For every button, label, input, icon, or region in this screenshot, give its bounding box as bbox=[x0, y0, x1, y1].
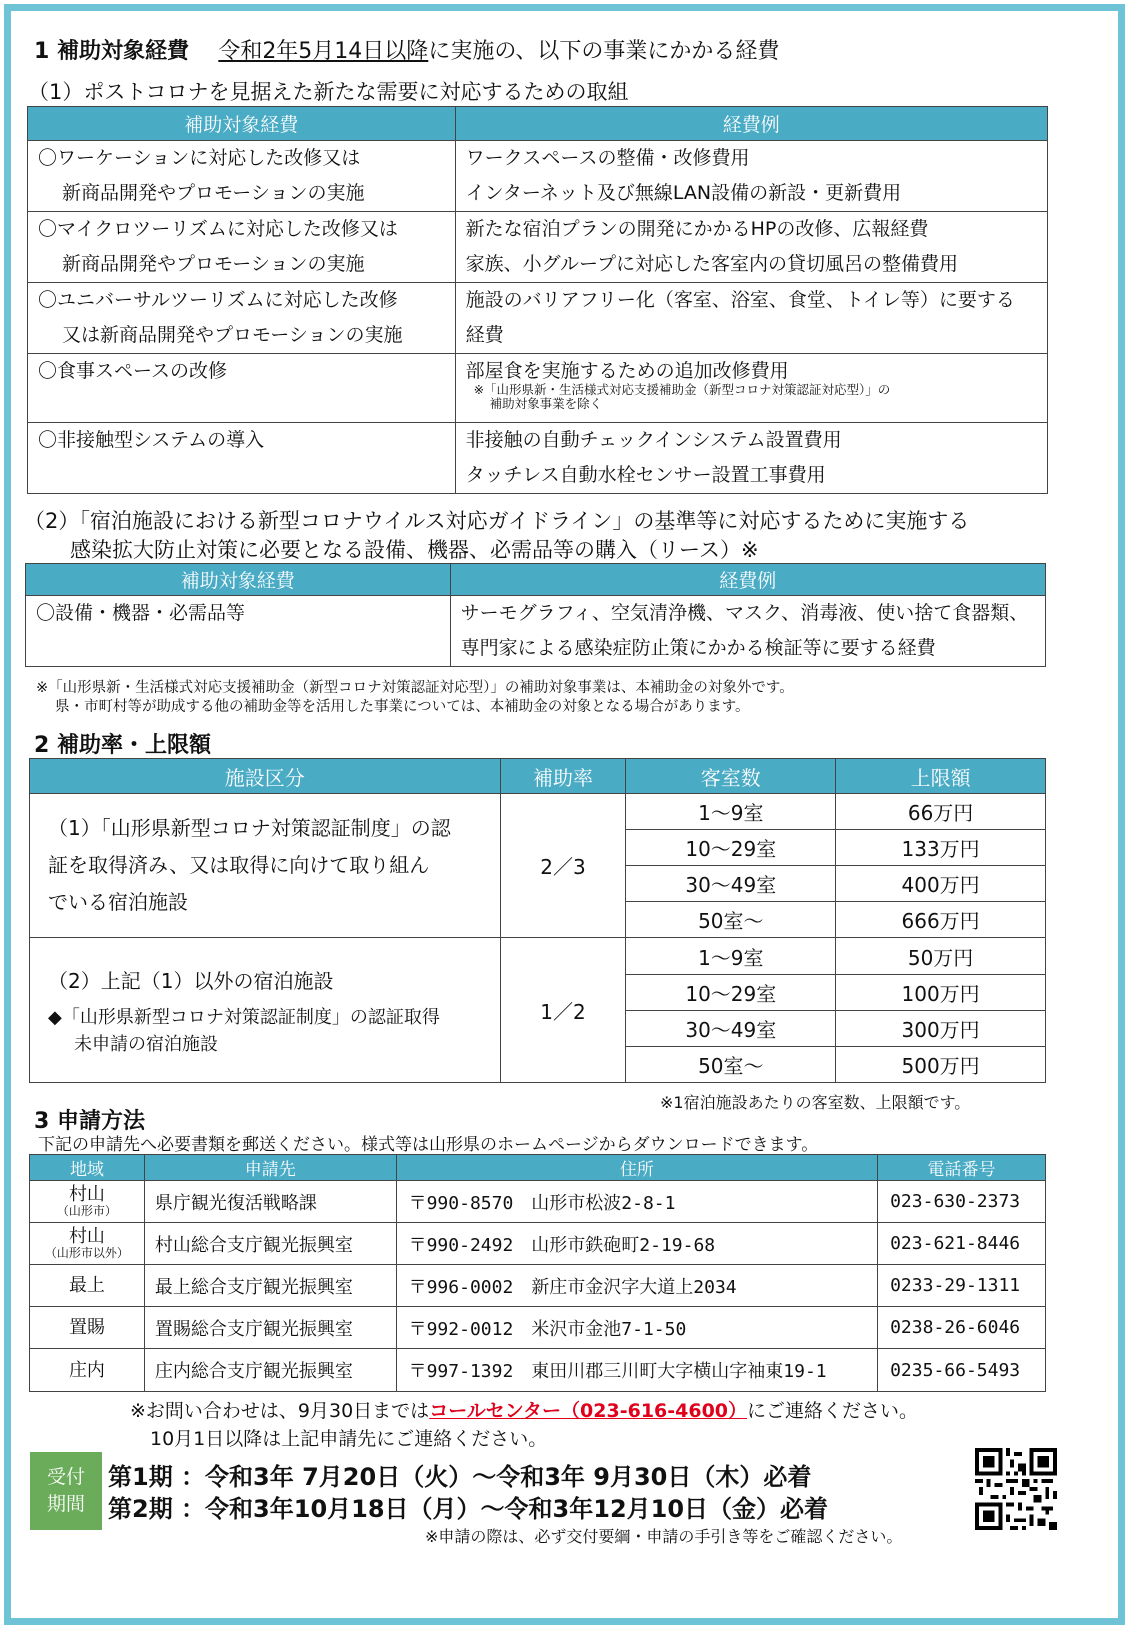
group2-rooms-4: 50室～ bbox=[626, 1047, 836, 1083]
rate-header-rooms: 客室数 bbox=[626, 759, 836, 794]
group2-rooms-1: 1～9室 bbox=[626, 938, 836, 975]
table-row bbox=[30, 794, 1046, 830]
period-1: 第1期 ：令和3年 7月20日（火）～令和3年 9月30日（木）必着 bbox=[108, 1463, 812, 1491]
contact-post: にご連絡ください。 bbox=[747, 1400, 919, 1422]
table-row bbox=[30, 938, 1046, 975]
part2-heading-1: （2）「宿泊施設における新型コロナウイルス対応ガイドライン」の基準等に対応するために実施する bbox=[24, 509, 970, 533]
row3-region: 最上 bbox=[30, 1265, 145, 1307]
office-table bbox=[29, 1154, 1046, 1392]
row4-office: 置賜総合支庁観光振興室 bbox=[144, 1307, 396, 1349]
group2-rate: 1／2 bbox=[500, 938, 626, 1083]
table-row bbox=[30, 1349, 1046, 1392]
table-row bbox=[28, 141, 1048, 212]
row2-region: 村山 bbox=[68, 1226, 105, 1247]
office-header-region: 地域 bbox=[30, 1155, 145, 1181]
rate-table bbox=[29, 758, 1046, 1083]
group1-limit-3: 400万円 bbox=[836, 866, 1046, 902]
rate-header-facility: 施設区分 bbox=[30, 759, 501, 794]
group2-limit-2: 100万円 bbox=[836, 975, 1046, 1011]
row4-note-1: ※「山形県新・生活様式対応支援補助金（新型コロナ対策認証対応型）」の bbox=[473, 382, 891, 397]
row5-phone: 0235-66-5493 bbox=[878, 1349, 1046, 1392]
section1-subtitle: に実施の、以下の事業にかかる経費 bbox=[428, 39, 780, 64]
row5-right-2: タッチレス自動水栓センサー設置工事費用 bbox=[465, 464, 826, 486]
row4-address: 〒992-0012 米沢市金池7-1-50 bbox=[396, 1307, 878, 1349]
row2-right-2: 家族、小グループに対応した客室内の貸切風呂の整備費用 bbox=[465, 253, 959, 275]
row5-address: 〒997-1392 東田川郡三川町大字横山字袖東19-1 bbox=[396, 1349, 878, 1392]
group1-label-3: でいる宿泊施設 bbox=[48, 890, 188, 914]
group1-label-1: （1）「山形県新型コロナ対策認証制度」の認 bbox=[48, 816, 451, 840]
table-row bbox=[30, 1223, 1046, 1265]
table2-header-expense: 補助対象経費 bbox=[26, 564, 451, 596]
row1-office: 県庁観光復活戦略課 bbox=[144, 1181, 396, 1223]
section1-title: 1 補助対象経費 bbox=[34, 39, 189, 64]
office-header-phone: 電話番号 bbox=[878, 1155, 1046, 1181]
row3-right-1: 施設のバリアフリー化（客室、浴室、食堂、トイレ等）に要する bbox=[465, 289, 1015, 311]
table1-header-expense: 補助対象経費 bbox=[28, 107, 456, 141]
group1-rooms-1: 1～9室 bbox=[626, 794, 836, 830]
row5-left-1: 〇非接触型システムの導入 bbox=[38, 429, 265, 451]
rate-header-limit: 上限額 bbox=[836, 759, 1046, 794]
row5-right-1: 非接触の自動チェックインシステム設置費用 bbox=[465, 429, 842, 451]
table-row bbox=[28, 283, 1048, 354]
row3-right-2: 経費 bbox=[465, 324, 504, 346]
group2-rooms-3: 30～49室 bbox=[626, 1011, 836, 1047]
group1-label-2: 証を取得済み、又は取得に向けて取り組ん bbox=[48, 853, 430, 877]
row1-right-1: ワークスペースの整備・改修費用 bbox=[465, 147, 750, 169]
row1-left-2: 新商品開発やプロモーションの実施 bbox=[62, 182, 365, 204]
part1-heading: （1）ポストコロナを見据えた新たな需要に対応するための取組 bbox=[28, 80, 629, 104]
group1-rate: 2／3 bbox=[500, 794, 626, 938]
row4-region: 置賜 bbox=[30, 1307, 145, 1349]
table-row bbox=[30, 1181, 1046, 1223]
office-header-address: 住所 bbox=[396, 1155, 878, 1181]
section1-date: 令和2年5月14日以降 bbox=[218, 39, 429, 64]
row2-left-1: 〇マイクロツーリズムに対応した改修又は bbox=[38, 218, 398, 240]
contact-pre: ※お問い合わせは、9月30日までは bbox=[130, 1400, 430, 1422]
contact-line-2: 10月1日以降は上記申請先にご連絡ください。 bbox=[150, 1428, 548, 1450]
row2-region-sub: （山形市以外） bbox=[44, 1246, 129, 1260]
table1-header-example: 経費例 bbox=[455, 107, 1047, 141]
row2-right-1: 新たな宿泊プランの開発にかかるHPの改修、広報経費 bbox=[465, 218, 929, 240]
badge-line-1: 受付 bbox=[46, 1466, 85, 1488]
row3-phone: 0233-29-1311 bbox=[878, 1265, 1046, 1307]
table-row bbox=[30, 1265, 1046, 1307]
group1-rooms-2: 10～29室 bbox=[626, 830, 836, 866]
table-row bbox=[28, 212, 1048, 283]
table-row bbox=[28, 423, 1048, 494]
section3-intro: 下記の申請先へ必要書類を郵送ください。様式等は山形県のホームページからダウンロードできます。 bbox=[38, 1135, 819, 1155]
expense-table-1 bbox=[27, 106, 1048, 494]
section1-note-2: 県・市町村等が助成する他の補助金等を活用した事業については、本補助金の対象となる場合があります。 bbox=[55, 699, 750, 715]
table2-right-2: 専門家による感染症防止策にかかる検証等に要する経費 bbox=[460, 637, 936, 659]
table-row bbox=[26, 596, 1046, 667]
period-2: 第2期 ：令和3年10月18日（月）～令和3年12月10日（金）必着 bbox=[108, 1495, 829, 1523]
section3-title: 3 申請方法 bbox=[34, 1109, 145, 1134]
group1-rooms-4: 50室～ bbox=[626, 902, 836, 938]
expense-table-2 bbox=[25, 563, 1046, 667]
office-header-office: 申請先 bbox=[144, 1155, 396, 1181]
reception-note: ※申請の際は、必ず交付要綱・申請の手引き等をご確認ください。 bbox=[425, 1527, 903, 1546]
group1-limit-2: 133万円 bbox=[836, 830, 1046, 866]
group2-sublabel-1: ◆「山形県新型コロナ対策認証制度」の認証取得 bbox=[48, 1006, 440, 1028]
group1-rooms-3: 30～49室 bbox=[626, 866, 836, 902]
section1-title-line bbox=[34, 34, 779, 65]
section2-title: 2 補助率・上限額 bbox=[34, 733, 211, 758]
group2-rooms-2: 10～29室 bbox=[626, 975, 836, 1011]
row1-address: 〒990-8570 山形市松波2-8-1 bbox=[396, 1181, 878, 1223]
row3-office: 最上総合支庁観光振興室 bbox=[144, 1265, 396, 1307]
row1-region-sub: （山形市） bbox=[56, 1204, 117, 1218]
row1-right-2: インターネット及び無線LAN設備の新設・更新費用 bbox=[465, 182, 902, 204]
row1-left-1: 〇ワーケーションに対応した改修又は bbox=[38, 147, 361, 169]
group1-limit-4: 666万円 bbox=[836, 902, 1046, 938]
row4-left-1: 〇食事スペースの改修 bbox=[38, 360, 228, 382]
table2-left: 〇設備・機器・必需品等 bbox=[36, 602, 246, 624]
row4-phone: 0238-26-6046 bbox=[878, 1307, 1046, 1349]
section2-note: ※1宿泊施設あたりの客室数、上限額です。 bbox=[660, 1093, 971, 1112]
qr-code-icon[interactable] bbox=[975, 1448, 1057, 1530]
table2-header-example: 経費例 bbox=[450, 564, 1045, 596]
section1-note-1: ※「山形県新・生活様式対応支援補助金（新型コロナ対策認証対応型）」の補助対象事業は、本補助金の対象外です。 bbox=[36, 680, 794, 696]
group2-limit-3: 300万円 bbox=[836, 1011, 1046, 1047]
row3-left-2: 又は新商品開発やプロモーションの実施 bbox=[62, 324, 403, 346]
contact-line-1 bbox=[130, 1396, 918, 1423]
row2-phone: 023-621-8446 bbox=[878, 1223, 1046, 1265]
row3-address: 〒996-0002 新庄市金沢字大道上2034 bbox=[396, 1265, 878, 1307]
badge-line-2: 期間 bbox=[46, 1493, 85, 1515]
part2-heading-2: 感染拡大防止対策に必要となる設備、機器、必需品等の購入（リース）※ bbox=[70, 538, 759, 562]
group2-limit-4: 500万円 bbox=[836, 1047, 1046, 1083]
group1-limit-1: 66万円 bbox=[836, 794, 1046, 830]
row1-phone: 023-630-2373 bbox=[878, 1181, 1046, 1223]
row2-office: 村山総合支庁観光振興室 bbox=[144, 1223, 396, 1265]
reception-badge bbox=[30, 1452, 102, 1530]
group2-sublabel-2: 未申請の宿泊施設 bbox=[74, 1033, 218, 1055]
row3-left-1: 〇ユニバーサルツーリズムに対応した改修 bbox=[38, 289, 398, 311]
row1-region: 村山 bbox=[68, 1184, 105, 1205]
rate-header-rate: 補助率 bbox=[500, 759, 626, 794]
group2-limit-1: 50万円 bbox=[836, 938, 1046, 975]
table2-right-1: サーモグラフィ、空気清浄機、マスク、消毒液、使い捨て食器類、 bbox=[460, 602, 1029, 624]
row5-region: 庄内 bbox=[30, 1349, 145, 1392]
table-row bbox=[30, 1307, 1046, 1349]
row2-address: 〒990-2492 山形市鉄砲町2-19-68 bbox=[396, 1223, 878, 1265]
row4-note-2: 補助対象事業を除く bbox=[489, 396, 603, 411]
row2-left-2: 新商品開発やプロモーションの実施 bbox=[62, 253, 365, 275]
call-center-link[interactable]: コールセンター（023-616-4600） bbox=[429, 1400, 748, 1422]
table-row bbox=[28, 354, 1048, 423]
row5-office: 庄内総合支庁観光振興室 bbox=[144, 1349, 396, 1392]
row4-right-1: 部屋食を実施するための追加改修費用 bbox=[465, 360, 789, 382]
group2-label: （2）上記（1）以外の宿泊施設 bbox=[48, 968, 334, 993]
